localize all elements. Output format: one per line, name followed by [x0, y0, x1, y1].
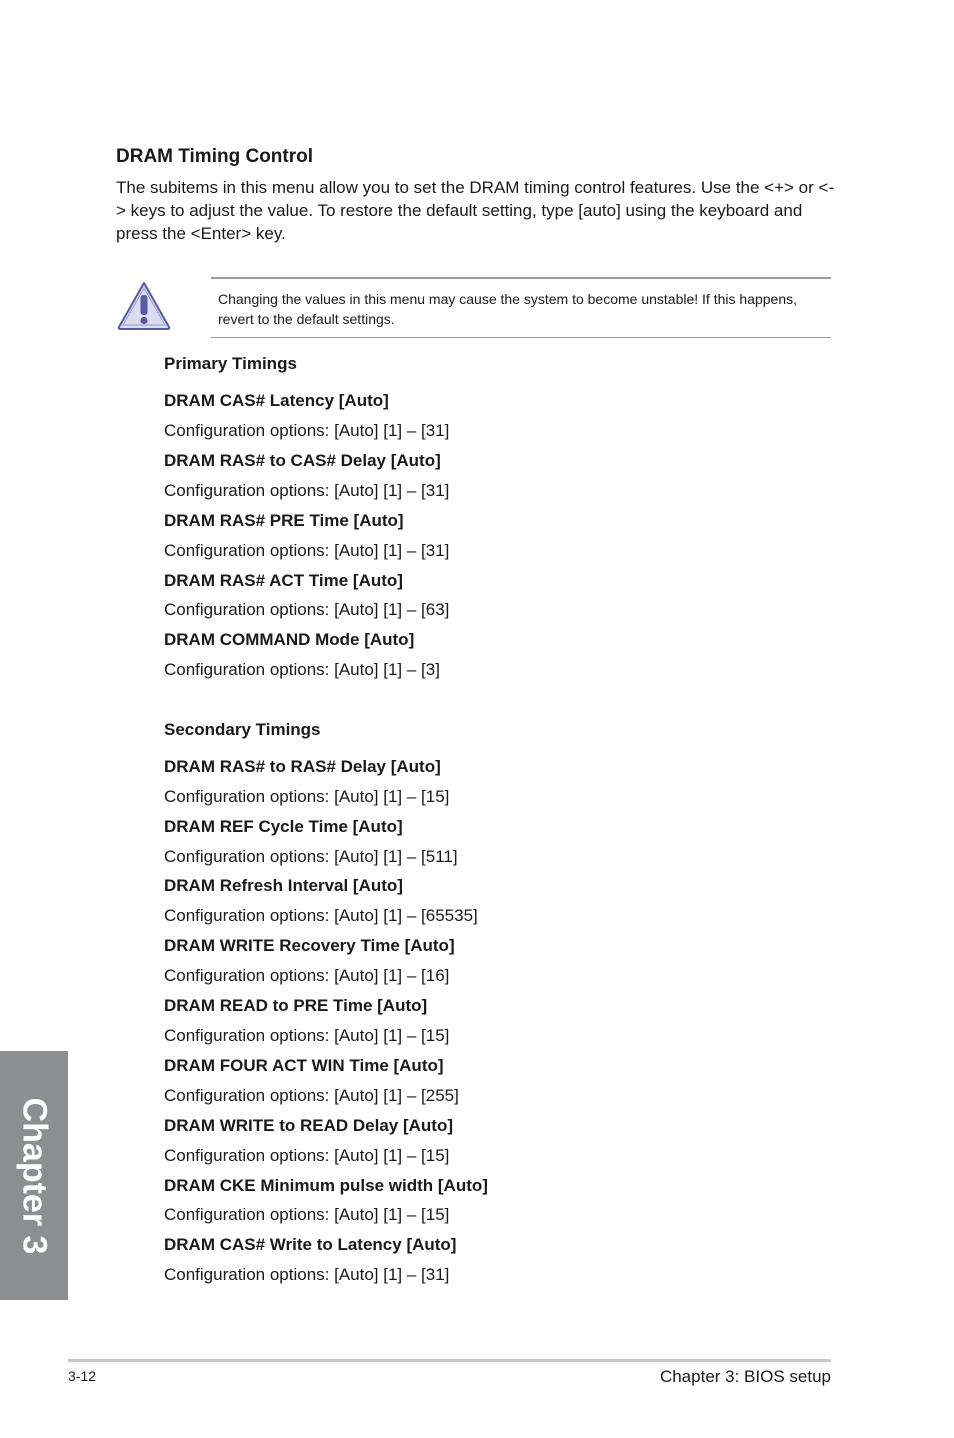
setting-title: DRAM RAS# to RAS# Delay [Auto] [164, 757, 441, 776]
setting-title: DRAM COMMAND Mode [Auto] [164, 630, 415, 649]
setting-options: Configuration options: [Auto] [1] – [16] [164, 966, 450, 985]
setting-options: Configuration options: [Auto] [1] – [31] [164, 421, 450, 440]
section-title: DRAM Timing Control [116, 146, 314, 167]
setting-title: DRAM CKE Minimum pulse width [Auto] [164, 1176, 488, 1195]
setting-options: Configuration options: [Auto] [1] – [15] [164, 1026, 450, 1045]
setting-options: Configuration options: [Auto] [1] – [31] [164, 541, 450, 560]
setting-title: DRAM CAS# Latency [Auto] [164, 391, 389, 410]
warning-top-rule [211, 277, 831, 279]
page-number: 3-12 [68, 1368, 97, 1384]
setting-title: DRAM Refresh Interval [Auto] [164, 876, 403, 895]
setting-title: DRAM RAS# ACT Time [Auto] [164, 571, 403, 590]
setting-options: Configuration options: [Auto] [1] – [3] [164, 660, 440, 679]
setting-options: Configuration options: [Auto] [1] – [63] [164, 600, 450, 619]
section-intro: The subitems in this menu allow you to set the DRAM timing control features. Use the <+> or <-> keys to adjust the value. To restore the default setting, type [auto] using the keyboard and press the <Enter> key. [116, 178, 835, 243]
setting-title: DRAM FOUR ACT WIN Time [Auto] [164, 1056, 444, 1075]
chapter-side-tab [0, 1051, 68, 1300]
setting-title: DRAM REF Cycle Time [Auto] [164, 817, 403, 836]
setting-title: DRAM WRITE to READ Delay [Auto] [164, 1116, 453, 1135]
setting-options: Configuration options: [Auto] [1] – [65535] [164, 906, 478, 925]
setting-options: Configuration options: [Auto] [1] – [15] [164, 787, 450, 806]
setting-options: Configuration options: [Auto] [1] – [255] [164, 1086, 459, 1105]
setting-title: DRAM CAS# Write to Latency [Auto] [164, 1235, 457, 1254]
warning-triangle-icon [116, 280, 172, 332]
setting-options: Configuration options: [Auto] [1] – [31] [164, 1265, 450, 1284]
setting-options: Configuration options: [Auto] [1] – [511] [164, 847, 458, 866]
setting-options: Configuration options: [Auto] [1] – [15] [164, 1146, 450, 1165]
footer-rule [68, 1359, 831, 1362]
setting-title: DRAM WRITE Recovery Time [Auto] [164, 936, 455, 955]
secondary-timings-heading: Secondary Timings [164, 720, 321, 739]
setting-options: Configuration options: [Auto] [1] – [31] [164, 481, 450, 500]
setting-title: DRAM READ to PRE Time [Auto] [164, 996, 428, 1015]
chapter-tab-label: Chapter 3 [15, 1097, 54, 1255]
chapter-footer-title: Chapter 3: BIOS setup [659, 1367, 831, 1386]
warning-bottom-rule [211, 337, 831, 338]
setting-title: DRAM RAS# PRE Time [Auto] [164, 511, 404, 530]
setting-title: DRAM RAS# to CAS# Delay [Auto] [164, 451, 441, 470]
setting-options: Configuration options: [Auto] [1] – [15] [164, 1205, 450, 1224]
warning-text: Changing the values in this menu may cause the system to become unstable! If this happens, revert to the default settings. [218, 291, 797, 327]
primary-timings-heading: Primary Timings [164, 354, 297, 373]
